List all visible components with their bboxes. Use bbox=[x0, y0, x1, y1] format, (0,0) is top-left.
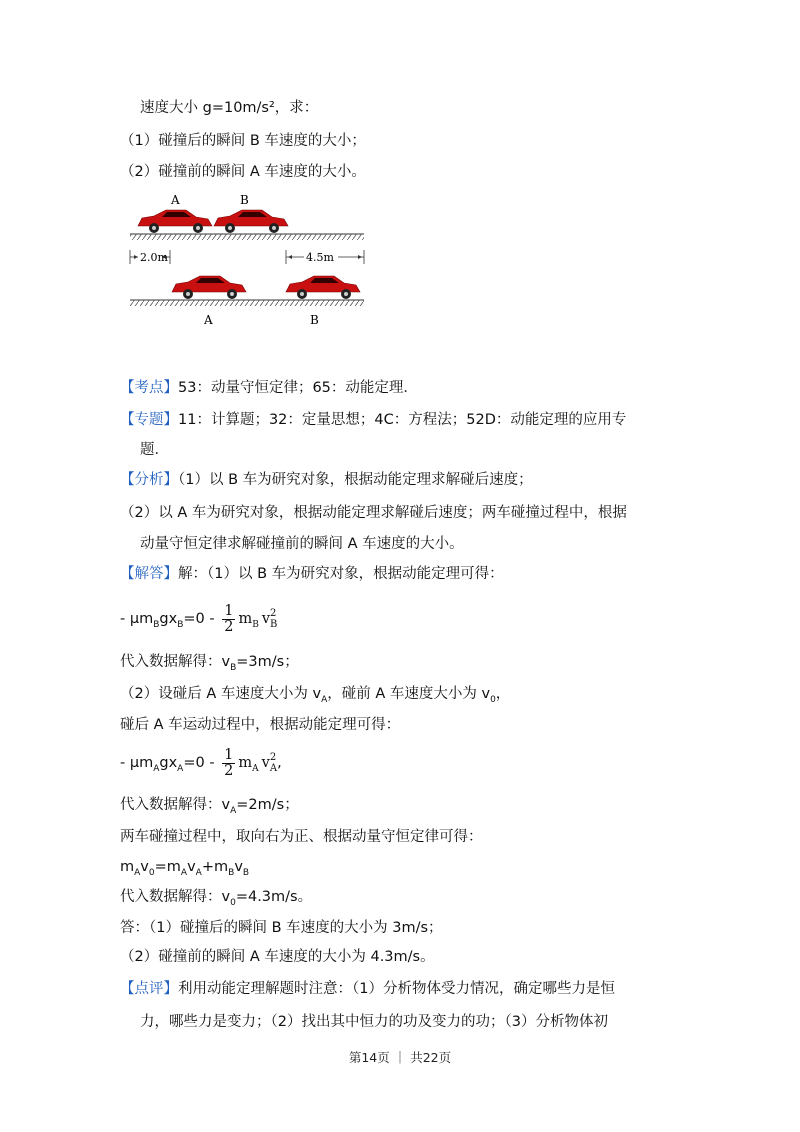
dianping-line bbox=[120, 978, 615, 1000]
equation-2: - $\mu m_Agx_A=0$ - $\frac{1}{2}$ $m_A$ v 2 A , bbox=[120, 746, 282, 779]
page-footer: 第14页 ｜ 共22页 bbox=[348, 1050, 452, 1065]
fenxi-tag: 【分析】 bbox=[120, 472, 178, 488]
fenxi-text: （1）以 B 车为研究对象，根据动能定理求解碰后速度； bbox=[178, 472, 533, 488]
zhuanti-text: 11：计算题；32：定量思想；4C：方程法；52D：动能定理的应用专 bbox=[178, 412, 627, 428]
fenxi-text-2: （2）以 A 车为研究对象，根据动能定理求解碰后速度；两车碰撞过程中，根据 bbox=[120, 505, 627, 521]
question-1: （1）碰撞后的瞬间 B 车速度的大小； bbox=[120, 133, 366, 149]
label-b-top: B bbox=[240, 193, 249, 207]
equation-1: - $\mu m_Bgx_B=0$ - $\frac{1}{2}$ $m_B$ v 2 B bbox=[120, 602, 278, 635]
dianping-text-2: 力，哪些力是变力；（2）找出其中恒力的功及变力的功；（3）分析物体初 bbox=[140, 1014, 608, 1030]
dianping-text: 利用动能定理解题时注意：（1）分析物体受力情况，确定哪些力是恒 bbox=[178, 981, 615, 997]
zhuanti-text-cont: 题． bbox=[140, 442, 169, 458]
distance-right-label: 4.5m bbox=[306, 251, 334, 264]
momentum-text: 两车碰撞过程中，取向右为正、根据动量守恒定律可得： bbox=[120, 829, 483, 845]
label-a-top: A bbox=[171, 193, 180, 207]
dianping-tag: 【点评】 bbox=[120, 981, 178, 997]
zhuanti-line bbox=[120, 409, 626, 431]
cars-collision-figure bbox=[128, 190, 368, 330]
result-v0: 代入数据解得：$v_0=4.3m/s$。 bbox=[120, 889, 313, 908]
fraction-half: $\frac{1}{2}$ bbox=[224, 602, 234, 635]
fenxi-text-3: 动量守恒定律求解碰撞前的瞬间 A 车速度的大小。 bbox=[140, 536, 464, 552]
car-b-top bbox=[214, 210, 288, 233]
fenxi-line bbox=[120, 469, 533, 491]
result-vb: 代入数据解得：$v_B=3m/s$； bbox=[120, 654, 299, 673]
kaodian-tag: 【考点】 bbox=[120, 380, 178, 396]
answer-2: （2）碰撞前的瞬间 A 车速度的大小为 4.3m/s。 bbox=[120, 949, 435, 965]
zhuanti-tag: 【专题】 bbox=[120, 412, 178, 428]
kaodian-text: 53：动量守恒定律；65：动能定理． bbox=[178, 380, 418, 396]
label-a-bottom: A bbox=[204, 313, 213, 327]
car-a-top bbox=[138, 210, 212, 233]
label-b-bottom: B bbox=[310, 313, 319, 327]
jieda-text: 解：（1）以 B 车为研究对象，根据动能定理可得： bbox=[178, 566, 504, 582]
jieda-line bbox=[120, 563, 504, 585]
question-2: （2）碰撞前的瞬间 A 车速度的大小。 bbox=[120, 164, 366, 180]
part2-setup: （2）设碰后 A 车速度大小为 $v_A$，碰前 A 车速度大小为 $v_0$， bbox=[120, 686, 511, 705]
fraction-half-2: $\frac{1}{2}$ bbox=[224, 746, 234, 779]
question-intro: 速度大小 g=10m/s²，求： bbox=[140, 100, 319, 116]
distance-left-label: 2.0m bbox=[140, 251, 168, 264]
momentum-equation: $m_Av_0=m_Av_A+m_Bv_B$ bbox=[120, 859, 250, 878]
part2-text: 碰后 A 车运动过程中，根据动能定理可得： bbox=[120, 717, 401, 733]
car-a-bottom bbox=[172, 276, 246, 299]
kaodian-line bbox=[120, 377, 418, 399]
jieda-tag: 【解答】 bbox=[120, 566, 178, 582]
car-b-bottom bbox=[286, 276, 360, 299]
answer-1: 答：（1）碰撞后的瞬间 B 车速度的大小为 3m/s； bbox=[120, 920, 443, 936]
result-va: 代入数据解得：$v_A=2m/s$； bbox=[120, 797, 299, 816]
